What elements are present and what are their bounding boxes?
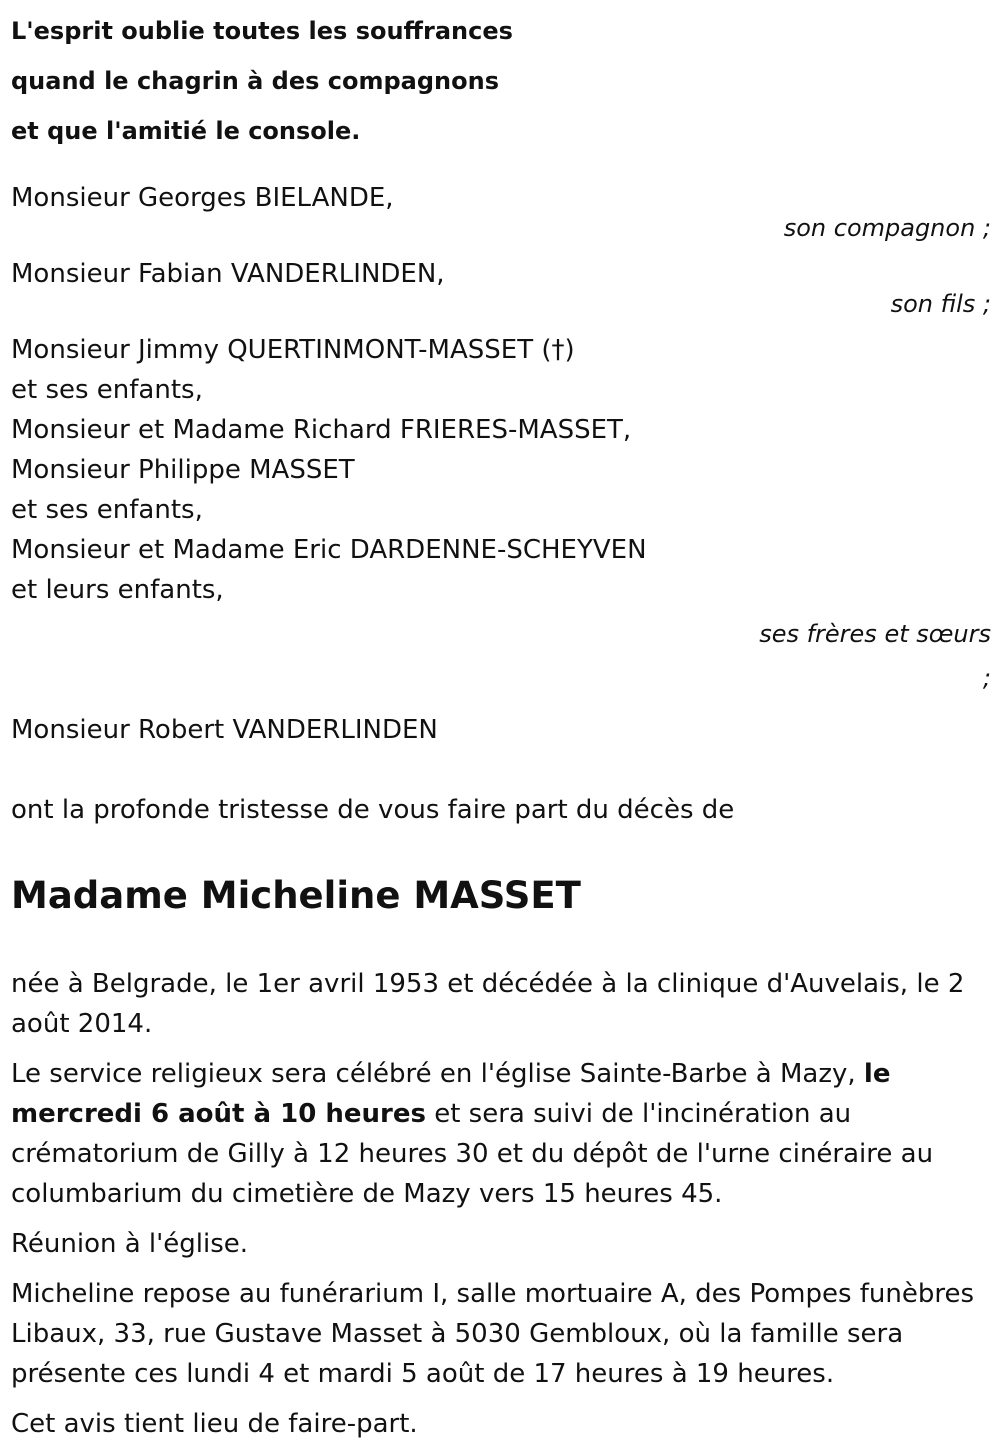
meeting-paragraph: Réunion à l'église.: [11, 1229, 249, 1259]
family-member-name: et ses enfants,: [11, 375, 203, 405]
deceased-name: Madame Micheline MASSET: [11, 874, 581, 917]
service-text: et sera suivi de l'incinération au crématorium de Gilly à 12 heures 30 et du dépôt de l'urne cinéraire au columbarium du cimetière de Mazy vers 15 heures 45.: [11, 1099, 934, 1209]
family-member-name: Monsieur Philippe MASSET: [11, 455, 355, 485]
family-member-name: Monsieur Georges BIELANDE,: [11, 183, 394, 213]
announcement-text: ont la profonde tristesse de vous faire part du décès de: [11, 795, 735, 825]
family-member-name: Monsieur et Madame Eric DARDENNE-SCHEYVEN: [11, 535, 647, 565]
family-member-name: Monsieur Jimmy QUERTINMONT-MASSET (†): [11, 335, 575, 365]
family-group-companion: [11, 178, 991, 240]
family-member-name: Monsieur Fabian VANDERLINDEN,: [11, 259, 445, 289]
epigraph-line: et que l'amitié le console.: [11, 117, 361, 145]
family-group-siblings: [11, 330, 991, 700]
family-member-name: et leurs enfants,: [11, 575, 224, 605]
family-group-son: [11, 254, 991, 316]
family-member-name: Monsieur Robert VANDERLINDEN: [11, 715, 438, 745]
family-group-other: [11, 710, 991, 750]
epigraph: [11, 0, 991, 156]
funeral-details: [11, 964, 991, 1444]
family-member-name: et ses enfants,: [11, 495, 203, 525]
service-text: Le service religieux sera célébré en l'église Sainte-Barbe à Mazy,: [11, 1059, 864, 1089]
family-member-name: Monsieur et Madame Richard FRIERES-MASSET,: [11, 415, 632, 445]
obituary-notice: [11, 0, 991, 1454]
epigraph-line: quand le chagrin à des compagnons: [11, 67, 500, 95]
service-date: le mercredi 6 août à 10 heures: [11, 1059, 891, 1129]
family-role: son compagnon ;: [783, 214, 991, 242]
family-list: [11, 178, 991, 750]
closing-paragraph: Cet avis tient lieu de faire-part.: [11, 1409, 418, 1439]
repose-paragraph: Micheline repose au funérarium I, salle mortuaire A, des Pompes funèbres Libaux, 33, rue Gustave Masset à 5030 Gembloux, où la famille sera présente ces lundi 4 et mardi 5 août de 17 heures à 19 heures.: [11, 1279, 975, 1389]
service-paragraph: [11, 1054, 991, 1214]
family-role: son fils ;: [890, 290, 991, 318]
epigraph-line: L'esprit oublie toutes les souffrances: [11, 17, 513, 45]
birth-death-paragraph: née à Belgrade, le 1er avril 1953 et décédée à la clinique d'Auvelais, le 2 août 2014.: [11, 969, 965, 1039]
family-role: ses frères et sœurs ;: [759, 620, 991, 692]
